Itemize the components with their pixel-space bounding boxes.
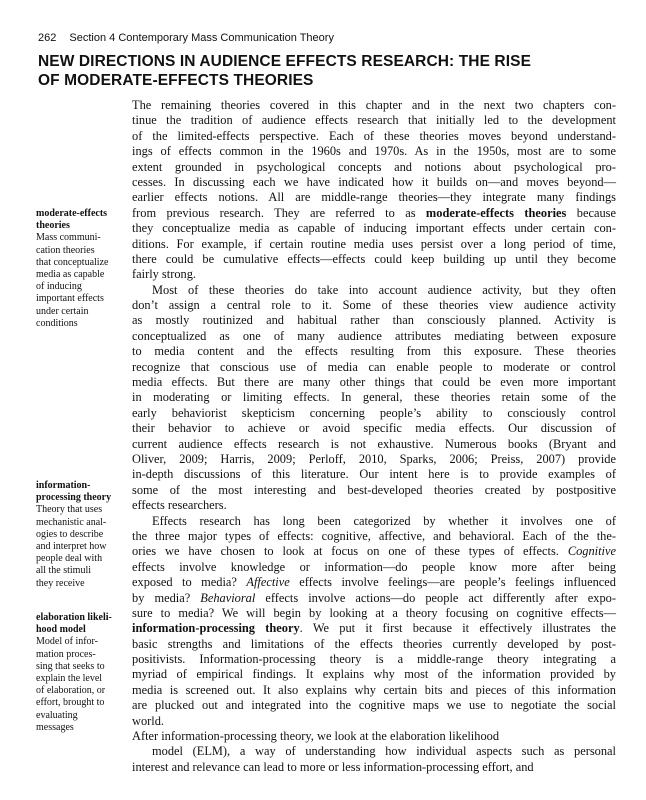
body-line: media effects. But there are many other things that could be even more important [132, 375, 616, 390]
body-line: information-processing theory. We put it first because it effectively illustrates the [132, 621, 616, 636]
body-line: media is screened out. It also explains why certain bits and pieces of this information [132, 682, 616, 697]
body-line: by media? Behavioral effects involve actions—do people act differently after expo- [132, 590, 616, 605]
body-line: world. [132, 713, 165, 728]
glossary-def-line: evaluating [36, 709, 78, 721]
glossary-def-line: mation proces- [36, 648, 96, 660]
body-line: Oliver, 2009; Harris, 2009; Perloff, 2010, Sparks, 2006; Preiss, 2007) provide [132, 451, 616, 466]
body-line: interest and relevance can lead to more or less information-processing effort, and [132, 759, 534, 774]
glossary-def-line: Model of infor- [36, 636, 99, 648]
body-line: ditions. For example, if certain routine media uses persist over a long period of time, [132, 236, 616, 251]
glossary-term-line: elaboration likeli- [36, 612, 112, 623]
glossary-def-line: mechanistic anal- [36, 516, 107, 528]
glossary-def-line: Mass communi- [36, 232, 101, 244]
body-line: tinue the tradition of audience effects research that initially led to the development [132, 113, 616, 128]
glossary-definition [36, 232, 124, 330]
glossary-term-line: information- [36, 480, 91, 491]
body-line: ings of effects common in the 1960s and 1970s. As in the 1950s, most are to some [132, 144, 616, 159]
body-line: myriad of empirical findings. It explains why most of the information provided by [132, 667, 616, 682]
body-line: don’t assign a central role to it. Some of these theories view audience activity [132, 298, 616, 313]
glossary-entry-information-processing [36, 480, 124, 590]
body-line: some of the most interesting and best-developed theories created by postpositive [132, 482, 616, 497]
glossary-def-line: under certain [36, 305, 89, 317]
glossary-def-line: Theory that uses [36, 504, 103, 516]
body-line: Most of these theories do take into account audience activity, but they often [152, 282, 616, 297]
body-line: in-depth discussions of this literature. Our intent here is to provide examples of [132, 467, 616, 482]
body-line: in moderating or limiting effects. In general, these theories retain some of the [132, 390, 616, 405]
glossary-entry-elaboration-likelihood [36, 612, 124, 734]
body-line: model (ELM), a way of understanding how individual aspects such as personal [152, 744, 616, 759]
body-line: Effects research has long been categorized by whether it involves one of [152, 513, 616, 528]
section-title-line: OF MODERATE-EFFECTS THEORIES [38, 72, 314, 89]
body-line: ories we have chosen to look at focus on one of these types of effects. Cognitive [132, 544, 616, 559]
body-line: they conceptualize media as capable of inducing important effects under certain con- [132, 221, 616, 236]
glossary-def-line: of inducing [36, 281, 82, 293]
glossary-term [36, 480, 124, 504]
glossary-term-line: moderate-effects [36, 208, 108, 219]
glossary-def-line: effort, brought to [36, 697, 105, 709]
page-number: 262 [38, 32, 57, 44]
glossary-definition [36, 504, 124, 589]
body-line: current audience effects research is not exhaustive. Numerous books (Bryant and [132, 436, 616, 451]
glossary-def-line: of elaboration, or [36, 685, 106, 697]
body-line: fairly strong. [132, 267, 197, 282]
body-line: earlier effects notions. All are middle-range theories—they integrate many findings [132, 190, 616, 205]
glossary-term [36, 208, 124, 232]
body-line: exposed to media? Affective effects involve feelings—are people’s feelings influenced [132, 575, 617, 590]
body-line: cesses. In discussing each we have indicated how it builds on—and moves beyond— [132, 174, 616, 189]
glossary-def-line: important effects [36, 293, 104, 305]
section-title [38, 52, 598, 90]
body-line: the three major types of effects: cognitive, affective, and behavioral. Each of the the- [132, 528, 616, 543]
body-line: basic strengths and limitations of the effects theories currently developed by post- [132, 636, 616, 651]
glossary-entry-moderate-effects [36, 208, 124, 330]
glossary-def-line: media as capable [36, 269, 105, 281]
body-line: early behaviorist skepticism concerning people’s ability to consciously control [132, 405, 616, 420]
body-line: extent grounded in psychological concepts and notions about psychological pro- [132, 159, 616, 174]
glossary-definition [36, 636, 124, 734]
body-line: effects involve knowledge or information—do people know more after being [132, 559, 616, 574]
section-title-line: NEW DIRECTIONS IN AUDIENCE EFFECTS RESEARCH: THE RISE [38, 53, 532, 70]
glossary-def-line: that conceptualize [36, 256, 109, 268]
glossary-term-line: theories [36, 220, 70, 232]
body-line: are plucked out and integrated into the cognitive maps we use to negotiate the social [132, 698, 616, 713]
glossary-def-line: messages [36, 721, 74, 733]
glossary-def-line: cation theories [36, 244, 95, 256]
glossary-def-line: sing that seeks to [36, 660, 105, 672]
body-line: After information-processing theory, we look at the elaboration likelihood [132, 729, 500, 744]
body-line: The remaining theories covered in this chapter and in the next two chapters con- [132, 98, 616, 112]
body-line: conceptualized as one of many audience attributes mediating between exposure [132, 328, 616, 343]
body-line: effects researchers. [132, 498, 227, 513]
running-head [38, 32, 334, 44]
glossary-def-line: conditions [36, 317, 78, 329]
glossary-def-line: explain the level [36, 673, 103, 685]
section-header: Section 4 Contemporary Mass Communication Theory [69, 32, 334, 44]
body-line: to media content and the effects resulting from this exposure. These theories [132, 344, 616, 359]
body-line: their behavior to achieve or avoid specific media effects. Our discussion of [132, 421, 616, 436]
glossary-def-line: people deal with [36, 553, 103, 565]
glossary-term [36, 612, 124, 636]
body-line: of the limited-effects perspective. Each of these theories moves beyond understand- [132, 128, 616, 143]
glossary-def-line: ogies to describe [36, 528, 104, 540]
glossary-def-line: they receive [36, 577, 85, 589]
body-line: positivists. Information-processing theory is a middle-range theory integrating a [132, 652, 616, 667]
glossary-term-line: processing theory [36, 492, 112, 504]
body-line: sure to media? We will begin by looking at a theory focusing on cognitive effects— [132, 605, 616, 620]
body-line: as mostly routinized and habitual rather than consciously planned. Activity is [132, 313, 616, 328]
body-text [132, 98, 616, 775]
body-line: recognize that conscious use of media can enable people to moderate or control [132, 359, 616, 374]
glossary-def-line: and interpret how [36, 541, 107, 553]
glossary-term-line: hood model [36, 624, 86, 636]
body-line: from previous research. They are referred to as moderate-effects theories because [132, 205, 616, 220]
glossary-def-line: all the stimuli [36, 565, 91, 577]
body-line: there could be cumulative effects—effects could keep building up until they become [132, 251, 616, 266]
